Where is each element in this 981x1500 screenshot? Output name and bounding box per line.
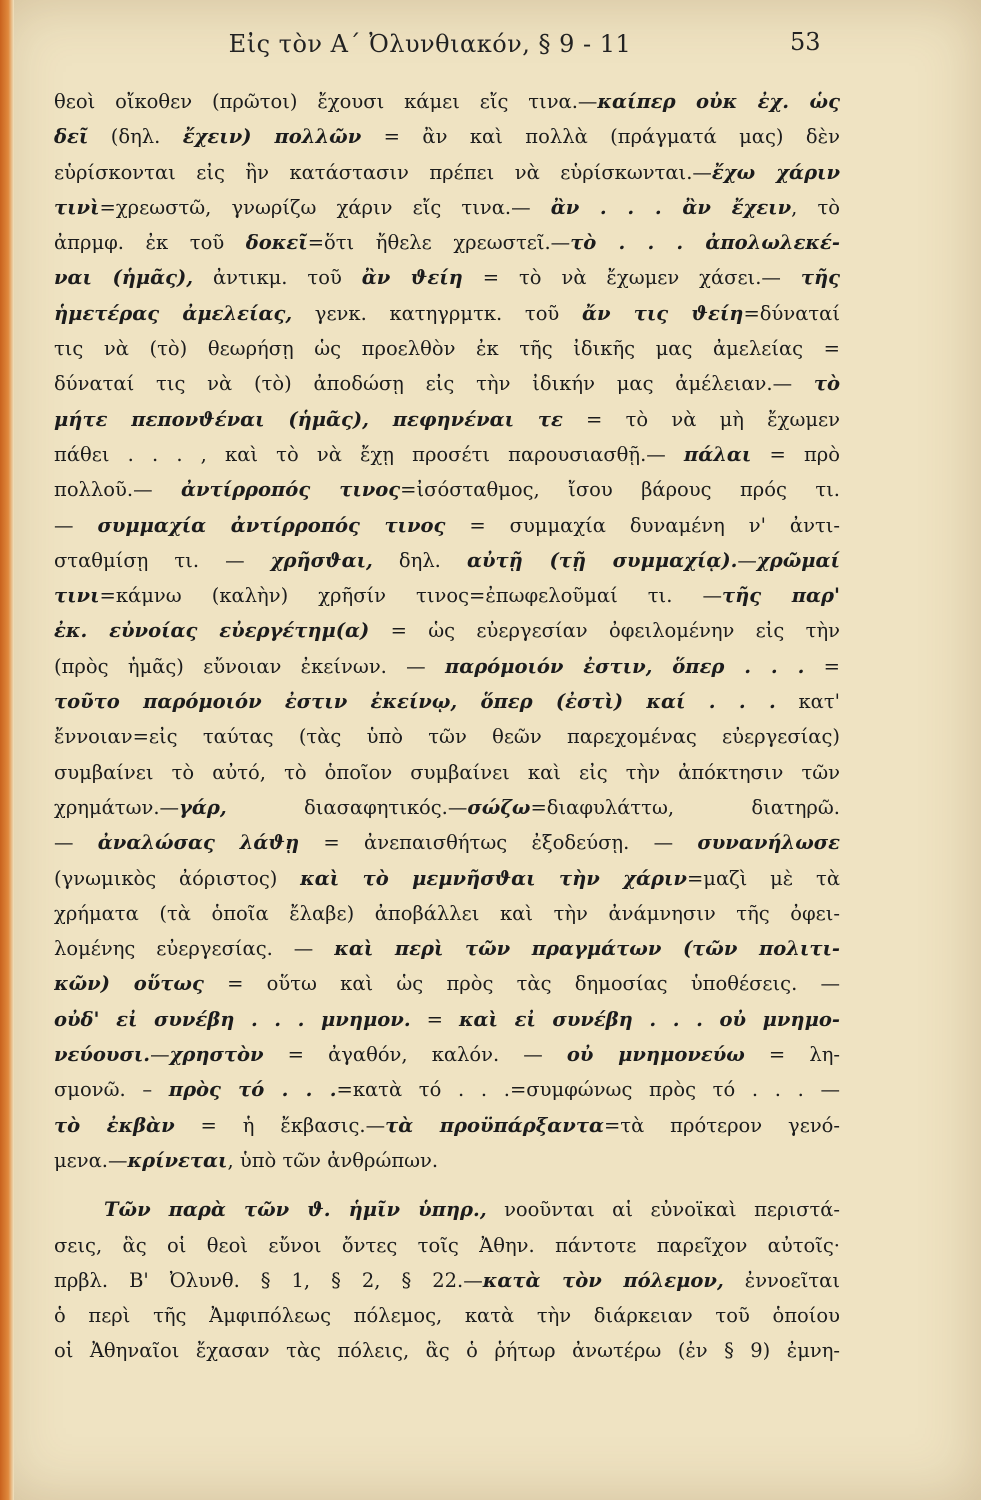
lemma-term: χρῶμαί	[756, 548, 840, 572]
lemma-bold	[179, 796, 227, 819]
text-line	[54, 1298, 840, 1333]
text-line	[54, 508, 840, 543]
lemma-bold	[54, 584, 100, 607]
lemma-term: ἄν τις ϑείη	[581, 301, 744, 325]
text-line	[54, 684, 840, 719]
lemma-bold	[271, 549, 373, 572]
gloss-text: = ἡ ἔκβασις.—	[174, 1113, 386, 1137]
lemma-bold	[757, 549, 840, 572]
lemma-bold	[54, 302, 292, 325]
text-line	[54, 966, 840, 1001]
text-line	[54, 296, 840, 331]
gloss-text: σεις, ἃς οἱ θεοὶ εὔνοι ὄντες τοῖς Ἀθην. πάντοτε παρεῖχον αὐτοῖς·	[54, 1233, 840, 1257]
lemma-bold	[169, 1078, 337, 1101]
lemma-bold	[170, 1043, 264, 1066]
gloss-text: πάθει . . . , καὶ τὸ νὰ ἔχῃ προσέτι παρουσιασθῇ.—	[54, 442, 684, 466]
text-line	[54, 931, 840, 966]
text-line	[54, 1108, 840, 1143]
lemma-bold	[54, 1114, 175, 1137]
lemma-term: δεῖ	[54, 125, 89, 149]
lemma-term: καὶ τὸ μεμνῆσϑαι τὴν χάριν	[300, 866, 687, 890]
gloss-text: κατ'	[775, 690, 840, 714]
gloss-text: =δύναταί	[743, 301, 840, 325]
text-line	[54, 896, 840, 931]
lemma-term: αὐτῇ (τῇ συμμαχίᾳ).	[466, 548, 738, 572]
gloss-text: χρημάτων.—	[54, 795, 180, 819]
lemma-term: κρίνεται	[127, 1148, 228, 1172]
lemma-term: πάλαι	[683, 442, 752, 466]
gloss-text: ἀντικμ. τοῦ	[193, 266, 362, 290]
lemma-term: ἂν ϑείη	[361, 266, 463, 290]
gloss-text: , τὸ	[791, 195, 840, 219]
lemma-bold	[54, 125, 88, 148]
lemma-bold	[814, 372, 840, 395]
lemma-term: ἔχειν) πολλῶν	[182, 125, 362, 149]
gloss-text: πρβλ. Β' Ὀλυνθ. § 1, § 2, § 22.—	[54, 1268, 483, 1292]
lemma-bold	[54, 972, 204, 995]
lemma-term: τὰ προϋπάρξαντα	[385, 1113, 604, 1137]
text-line	[54, 649, 840, 684]
gloss-text: = τὸ νὰ μὴ ἔχωμεν	[562, 407, 840, 431]
lemma-bold	[567, 1043, 745, 1066]
gloss-text: μενα.—	[54, 1148, 128, 1172]
lemma-bold	[54, 1043, 150, 1066]
text-line	[54, 719, 840, 754]
gloss-text: = λη-	[744, 1043, 840, 1067]
gloss-text: ἔννοιαν=εἰς ταύτας (τὰς ὑπὸ τῶν θεῶν παρεχομένας εὐεργεσίας)	[54, 725, 840, 749]
lemma-term: οὐδ' εἰ συνέβη . . . μνημον.	[54, 1007, 411, 1031]
text-line	[54, 190, 840, 225]
gloss-text: = πρὸ	[751, 442, 840, 466]
lemma-term: κῶν) οὕτως	[54, 972, 204, 996]
gloss-text: = ἂν καὶ πολλὰ (πράγματά μας) δὲν	[361, 125, 840, 149]
page-edge	[0, 0, 14, 1500]
gloss-text: διασαφητικός.—	[226, 795, 468, 819]
lemma-term: καὶ εἰ συνέβη . . . οὐ μνημο-	[458, 1007, 840, 1031]
lemma-bold	[722, 584, 840, 607]
lemma-term: ἡμετέρας ἀμελείας,	[54, 301, 293, 325]
gloss-text: = τὸ νὰ ἔχωμεν χάσει.—	[462, 266, 801, 290]
lemma-term: δοκεῖ	[245, 231, 308, 255]
gloss-text: = ἀγαθόν, καλόν. —	[263, 1043, 567, 1067]
lemma-bold	[54, 1008, 411, 1031]
lemma-term: σώζω	[467, 795, 531, 819]
text-line	[54, 366, 840, 401]
lemma-bold	[582, 302, 743, 325]
text-line	[54, 225, 840, 260]
gloss-text: εὑρίσκονται εἰς ἣν κατάστασιν πρέπει νὰ εὑρίσκωνται.—	[54, 160, 712, 184]
lemma-bold	[97, 514, 445, 537]
gloss-text: (δηλ.	[88, 125, 183, 149]
text-line	[54, 1263, 840, 1298]
lemma-term: ναι (ἡμᾶς),	[54, 266, 194, 290]
gloss-text: τις νὰ (τὸ) θεωρήσῃ ὡς προελθὸν ἐκ τῆς ἰδικῆς μας ἀμελείας =	[54, 337, 840, 361]
text-line	[54, 1002, 840, 1037]
lemma-term: παρόμοιόν ἐστιν, ὅπερ . . .	[444, 654, 805, 678]
gloss-text: οἱ Ἀθηναῖοι ἔχασαν τὰς πόλεις, ἃς ὁ ῥήτωρ ἀνωτέρω (ἐν § 9) ἐμνη-	[54, 1339, 840, 1363]
gloss-text: γενκ. κατηγρμτκ. τοῦ	[292, 301, 582, 325]
text-line	[54, 861, 840, 896]
lemma-bold	[181, 478, 400, 501]
gloss-text: νοοῦνται αἱ εὐνοϊκαὶ περιστά-	[486, 1198, 840, 1222]
gloss-text: —	[737, 548, 757, 572]
lemma-bold	[684, 443, 751, 466]
lemma-term: τινι	[54, 584, 100, 608]
lemma-term: τὸ	[813, 372, 840, 396]
gloss-text: = ὡς εὐεργεσίαν ὀφειλομένην εἰς τὴν	[369, 619, 840, 643]
gloss-text: (πρὸς ἡμᾶς) εὔνοιαν ἐκείνων. —	[54, 654, 445, 678]
lemma-bold	[54, 196, 100, 219]
text-line	[54, 331, 840, 366]
text-line	[54, 1143, 840, 1178]
gloss-text: σταθμίσῃ τι. —	[54, 548, 271, 572]
lemma-term: ἐκ. εὐνοίας εὐεργέτημ(α)	[54, 619, 370, 643]
commentary-text	[54, 84, 840, 1369]
gloss-text: πολλοῦ.—	[54, 478, 181, 502]
gloss-text: σμονῶ. –	[54, 1078, 169, 1102]
gloss-text: ἐννοεῖται	[723, 1268, 840, 1292]
text-line	[54, 119, 840, 154]
text-line	[54, 825, 840, 860]
text-line	[54, 790, 840, 825]
lemma-bold	[300, 867, 687, 890]
text-line	[54, 1072, 840, 1107]
text-line	[54, 155, 840, 190]
text-line	[54, 402, 840, 437]
page-number: 53	[790, 28, 821, 56]
lemma-bold	[183, 125, 361, 148]
lemma-bold	[385, 1114, 604, 1137]
text-line	[54, 260, 840, 295]
lemma-term: καὶ περὶ τῶν πραγμάτων (τῶν πολιτι-	[334, 937, 840, 961]
lemma-term: τινὶ	[54, 195, 100, 219]
lemma-bold	[712, 161, 840, 184]
lemma-bold	[334, 937, 840, 960]
lemma-bold	[54, 408, 563, 431]
gloss-text: ὁ περὶ τῆς Ἀμφιπόλεως πόλεμος, κατὰ τὴν διάρκειαν τοῦ ὁποίου	[54, 1304, 840, 1328]
lemma-bold	[570, 231, 840, 254]
lemma-bold	[597, 90, 840, 113]
text-line	[54, 755, 840, 790]
text-line	[54, 437, 840, 472]
lemma-term: κατὰ τὸν πόλεμον,	[482, 1268, 724, 1292]
lemma-term: τῆς παρ'	[721, 584, 840, 608]
lemma-term: γάρ,	[179, 795, 227, 819]
lemma-bold	[104, 1198, 487, 1221]
lemma-bold	[98, 831, 299, 854]
lemma-bold	[445, 655, 804, 678]
lemma-bold	[467, 796, 530, 819]
lemma-bold	[362, 266, 463, 289]
gloss-text: =κατὰ τό . . .=συμφώνως πρὸς τό . . . —	[336, 1078, 840, 1102]
gloss-text: =	[410, 1007, 459, 1031]
gloss-text: =διαφυλάττω, διατηρῶ.	[530, 795, 840, 819]
text-line	[54, 1228, 840, 1263]
gloss-text: = οὕτω καὶ ὡς πρὸς τὰς δημοσίας ὑποθέσεις. —	[203, 972, 840, 996]
gloss-text: =μαζὶ μὲ τὰ	[686, 866, 840, 890]
lemma-term: συμμαχία ἀντίρροπός τινος	[97, 513, 446, 537]
lemma-bold	[54, 619, 369, 642]
gloss-text: δηλ.	[372, 548, 467, 572]
lemma-term: πρὸς τό . . .	[168, 1078, 337, 1102]
gloss-text: =ἰσόσταθμος, ἴσου βάρους πρός τι.	[400, 478, 840, 502]
gloss-text: , ὑπὸ τῶν ἀνθρώπων.	[227, 1148, 439, 1172]
lemma-term: ἀναλώσας λάϑῃ	[97, 831, 300, 855]
lemma-term: χρῆσϑαι,	[270, 548, 373, 572]
lemma-term: νεύουσι.	[54, 1043, 151, 1067]
lemma-term: καίπερ οὐκ ἐχ. ὡς	[597, 90, 840, 113]
lemma-term: χρηστὸν	[169, 1043, 264, 1067]
text-line	[54, 578, 840, 613]
gloss-text: =χρεωστῶ, γνωρίζω χάριν εἴς τινα.—	[99, 195, 551, 219]
lemma-bold	[551, 196, 791, 219]
gloss-text: =τὰ πρότερον γενό-	[603, 1113, 840, 1137]
lemma-term: ἂν . . . ἂν ἔχειν	[550, 195, 792, 219]
lemma-bold	[128, 1149, 228, 1172]
gloss-text: (γνωμικὸς ἀόριστος)	[54, 866, 301, 890]
gloss-text: =ὅτι ἤθελε χρεωστεῖ.—	[307, 231, 571, 255]
text-line	[54, 543, 840, 578]
gloss-text: ἀπρμφ. ἐκ τοῦ	[54, 231, 246, 255]
text-line	[54, 613, 840, 648]
lemma-bold	[54, 690, 776, 713]
lemma-bold	[467, 549, 737, 572]
lemma-term: οὐ μνημονεύω	[566, 1043, 745, 1067]
lemma-bold	[54, 266, 193, 289]
gloss-text: —	[54, 831, 98, 855]
gloss-text: —	[54, 513, 98, 537]
running-title: Εἰς τὸν Α΄ Ὀλυνθιακόν, § 9 - 11	[228, 30, 632, 58]
text-line	[54, 472, 840, 507]
gloss-text: =	[804, 654, 840, 678]
text-line	[54, 1333, 840, 1368]
lemma-term: τὸ . . . ἀπολωλεκέ-	[570, 231, 840, 255]
lemma-bold	[697, 831, 840, 854]
lemma-term: ἀντίρροπός τινος	[181, 478, 401, 502]
lemma-bold	[246, 231, 308, 254]
lemma-term: μήτε πεπονϑέναι (ἡμᾶς), πεφηνέναι τε	[54, 407, 563, 431]
text-line	[54, 84, 840, 119]
lemma-term: τὸ ἐκβὰν	[54, 1113, 175, 1137]
gloss-text: θεοὶ οἴκοθεν (πρῶτοι) ἔχουσι κάμει εἴς τινα.—	[54, 90, 598, 113]
gloss-text: συμβαίνει τὸ αὐτό, τὸ ὁποῖον συμβαίνει καὶ εἰς τὴν ἀπόκτησιν τῶν	[54, 760, 840, 784]
running-header	[0, 30, 981, 70]
gloss-text: λομένης εὐεργεσίας. —	[54, 937, 335, 961]
lemma-term: τοῦτο παρόμοιόν ἐστιν ἐκείνῳ, ὅπερ (ἐστὶ) καί . . .	[54, 690, 776, 714]
gloss-text: δύναταί τις νὰ (τὸ) ἀποδώσῃ εἰς τὴν ἰδικήν μας ἀμέλειαν.—	[54, 372, 814, 396]
lemma-bold	[801, 266, 840, 289]
lemma-term: συνανήλωσε	[697, 831, 840, 855]
lemma-term: τῆς	[800, 266, 840, 290]
gloss-text: = συμμαχία δυναμένη ν' ἀντι-	[445, 513, 840, 537]
gloss-text: χρήματα (τὰ ὁποῖα ἔλαβε) ἀποβάλλει καὶ τὴν ἀνάμνησιν τῆς ὀφει-	[54, 901, 840, 925]
paragraph-gap	[54, 1178, 840, 1192]
gloss-text: = ἀνεπαισθήτως ἐξοδεύσῃ. —	[299, 831, 698, 855]
text-line	[54, 1192, 840, 1227]
lemma-bold	[459, 1008, 840, 1031]
lemma-bold	[483, 1269, 724, 1292]
gloss-text: =κάμνω (καλὴν) χρῆσίν τινος=ἐπωφελοῦμαί τι. —	[99, 584, 722, 608]
lemma-term: ἔχω χάριν	[711, 160, 840, 184]
gloss-text: —	[150, 1043, 170, 1067]
text-line	[54, 1037, 840, 1072]
lemma-term: Τῶν παρὰ τῶν ϑ. ἡμῖν ὑπηρ.,	[104, 1198, 487, 1222]
